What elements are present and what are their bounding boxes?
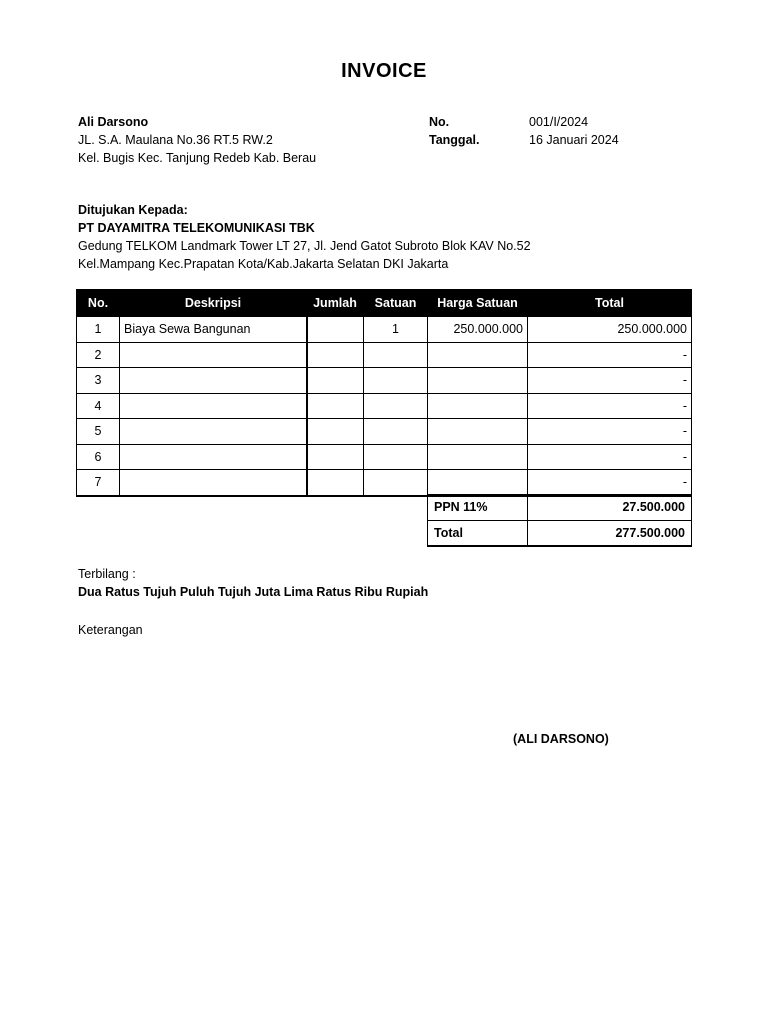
column-header-deskripsi: Deskripsi: [120, 290, 307, 317]
column-header-harga-satuan: Harga Satuan: [428, 290, 528, 317]
cell-jumlah: [307, 470, 364, 496]
cell-jumlah: [307, 393, 364, 419]
cell-deskripsi: [120, 470, 307, 496]
terbilang-label: Terbilang :: [78, 567, 136, 581]
table-row: [77, 470, 692, 496]
invoice-number-value: 001/I/2024: [529, 115, 589, 129]
recipient-address-line2: Kel.Mampang Kec.Prapatan Kota/Kab.Jakarta Selatan DKI Jakarta: [78, 257, 449, 271]
cell-satuan: [364, 470, 428, 496]
summary-row-total: [428, 520, 692, 546]
cell-harga-satuan: [428, 470, 528, 496]
recipient-company: PT DAYAMITRA TELEKOMUNIKASI TBK: [78, 221, 315, 235]
cell-satuan: [364, 393, 428, 419]
cell-total: -: [528, 368, 692, 394]
invoice-date-value: 16 Januari 2024: [529, 133, 619, 147]
keterangan-label: Keterangan: [78, 623, 143, 637]
cell-no: 6: [77, 444, 120, 470]
cell-jumlah: [307, 444, 364, 470]
cell-no: 4: [77, 393, 120, 419]
signature-name: (ALI DARSONO): [513, 732, 609, 746]
sender-address-line2: Kel. Bugis Kec. Tanjung Redeb Kab. Berau: [78, 151, 317, 165]
cell-satuan: [364, 419, 428, 445]
table-row: [77, 419, 692, 445]
cell-jumlah: [307, 317, 364, 343]
column-header-no: No.: [77, 290, 120, 317]
grand-total-value: 277.500.000: [528, 520, 692, 546]
cell-total: 250.000.000: [528, 317, 692, 343]
summary-row-ppn: [428, 495, 692, 521]
cell-total: -: [528, 444, 692, 470]
cell-total: -: [528, 419, 692, 445]
cell-harga-satuan: 250.000.000: [428, 317, 528, 343]
cell-harga-satuan: [428, 342, 528, 368]
invoice-date-label: Tanggal.: [429, 133, 480, 147]
cell-deskripsi: [120, 444, 307, 470]
recipient-address-line1: Gedung TELKOM Landmark Tower LT 27, Jl. Jend Gatot Subroto Blok KAV No.52: [78, 239, 531, 253]
cell-jumlah: [307, 368, 364, 394]
sender-address-line1: JL. S.A. Maulana No.36 RT.5 RW.2: [78, 133, 273, 147]
invoice-items-table: [76, 289, 692, 497]
table-row: [77, 317, 692, 343]
cell-no: 5: [77, 419, 120, 445]
invoice-number-label: No.: [429, 115, 450, 129]
cell-total: -: [528, 470, 692, 496]
cell-deskripsi: [120, 368, 307, 394]
table-row: [77, 444, 692, 470]
table-row: [77, 368, 692, 394]
recipient-heading: Ditujukan Kepada:: [78, 203, 188, 217]
cell-harga-satuan: [428, 393, 528, 419]
cell-deskripsi: [120, 393, 307, 419]
cell-satuan: [364, 444, 428, 470]
cell-total: -: [528, 342, 692, 368]
grand-total-label: Total: [428, 520, 528, 546]
table-row: [77, 342, 692, 368]
cell-deskripsi: [120, 419, 307, 445]
ppn-label: PPN 11%: [428, 495, 528, 521]
invoice-title: INVOICE: [341, 60, 427, 82]
column-header-total: Total: [528, 290, 692, 317]
cell-harga-satuan: [428, 444, 528, 470]
cell-total: -: [528, 393, 692, 419]
sender-name: Ali Darsono: [78, 115, 149, 129]
column-header-jumlah: Jumlah: [307, 290, 364, 317]
cell-harga-satuan: [428, 419, 528, 445]
cell-satuan: [364, 342, 428, 368]
table-row: [77, 393, 692, 419]
table-header-row: [77, 290, 692, 317]
cell-harga-satuan: [428, 368, 528, 394]
cell-no: 1: [77, 317, 120, 343]
cell-deskripsi: Biaya Sewa Bangunan: [120, 317, 307, 343]
column-header-satuan: Satuan: [364, 290, 428, 317]
cell-jumlah: [307, 419, 364, 445]
cell-no: 7: [77, 470, 120, 496]
invoice-summary-table: [427, 494, 692, 547]
cell-satuan: [364, 368, 428, 394]
cell-satuan: 1: [364, 317, 428, 343]
cell-jumlah: [307, 342, 364, 368]
cell-no: 3: [77, 368, 120, 394]
terbilang-text: Dua Ratus Tujuh Puluh Tujuh Juta Lima Ratus Ribu Rupiah: [78, 585, 429, 599]
cell-deskripsi: [120, 342, 307, 368]
ppn-value: 27.500.000: [528, 495, 692, 521]
cell-no: 2: [77, 342, 120, 368]
